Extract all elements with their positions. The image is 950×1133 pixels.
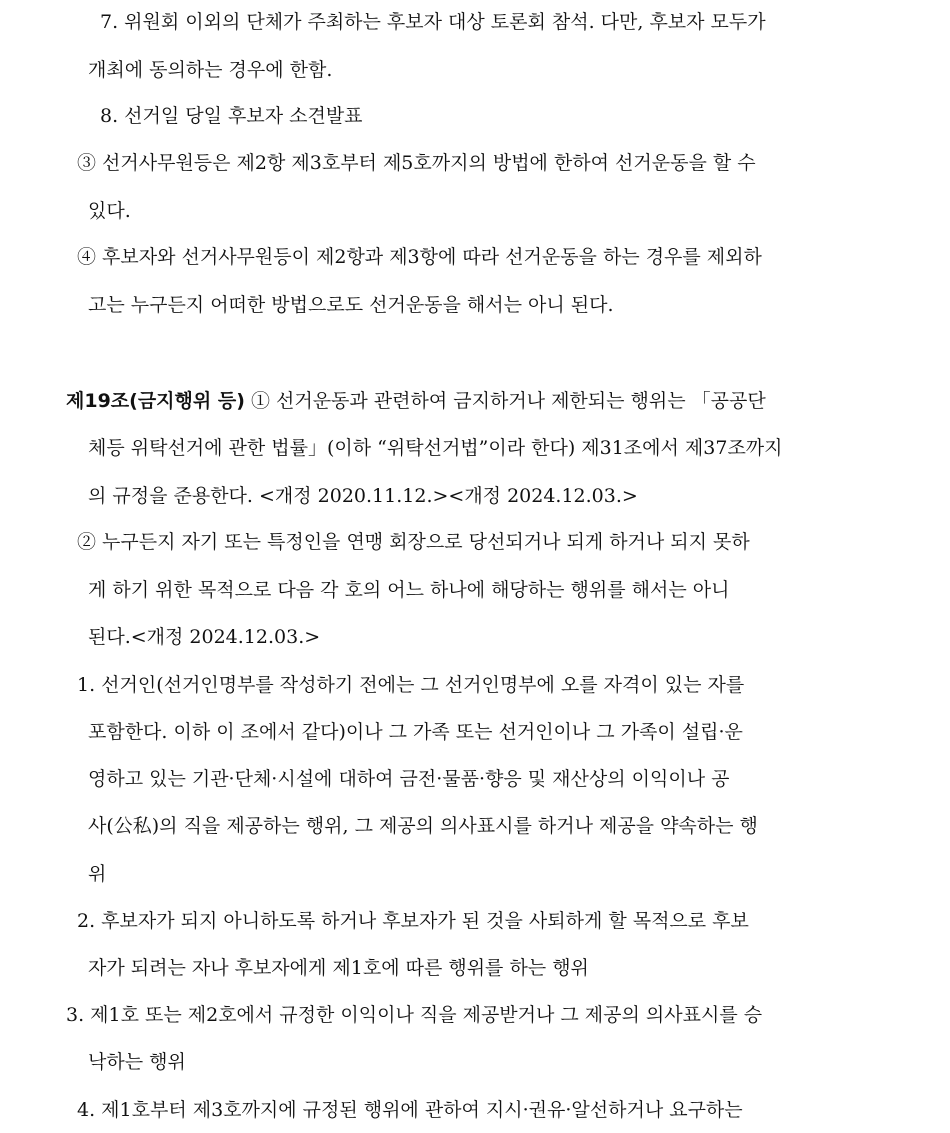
para-2-line-3: 된다.<개정 2024.12.03.> xyxy=(88,626,321,648)
item-7-line-1: 7. 위원회 이외의 단체가 주최하는 후보자 대상 토론회 참석. 다만, 후보자 모두가 xyxy=(100,11,766,33)
sub-1-line-1: 1. 선거인(선거인명부를 작성하기 전에는 그 선거인명부에 오를 자격이 있는 자를 xyxy=(77,674,745,696)
item-7-line-2: 개최에 동의하는 경우에 한함. xyxy=(88,59,333,81)
article-19-line-1 xyxy=(66,389,766,413)
item-8-line-1: 8. 선거일 당일 후보자 소견발표 xyxy=(100,105,363,127)
article-19-line-1-text: ① 선거운동과 관련하여 금지하거나 제한되는 행위는 「공공단 xyxy=(250,390,766,412)
para-4-line-2: 고는 누구든지 어떠한 방법으로도 선거운동을 해서는 아니 된다. xyxy=(88,294,614,316)
sub-3-line-2: 낙하는 행위 xyxy=(88,1051,186,1073)
sub-1-line-5: 위 xyxy=(88,863,107,885)
sub-1-line-4: 사(公私)의 직을 제공하는 행위, 그 제공의 의사표시를 하거나 제공을 약속하는 행 xyxy=(88,815,758,837)
article-19-line-2: 체등 위탁선거에 관한 법률」(이하 “위탁선거법”이라 한다) 제31조에서 제37조까지 xyxy=(88,437,783,459)
para-3-line-1: ③ 선거사무원등은 제2항 제3호부터 제5호까지의 방법에 한하여 선거운동을 할 수 xyxy=(77,152,756,174)
sub-2-line-2: 자가 되려는 자나 후보자에게 제1호에 따른 행위를 하는 행위 xyxy=(88,957,589,979)
para-2-line-1: ② 누구든지 자기 또는 특정인을 연맹 회장으로 당선되거나 되게 하거나 되지 못하 xyxy=(77,531,750,553)
sub-1-line-2: 포함한다. 이하 이 조에서 같다)이나 그 가족 또는 선거인이나 그 가족이 설립·운 xyxy=(88,721,743,743)
article-19-line-3: 의 규정을 준용한다. <개정 2020.11.12.><개정 2024.12.03.> xyxy=(88,485,638,507)
article-19-title: 제19조(금지행위 등) xyxy=(66,390,245,412)
sub-1-line-3: 영하고 있는 기관·단체·시설에 대하여 금전·물품·향응 및 재산상의 이익이나 공 xyxy=(88,768,730,790)
sub-2-line-1: 2. 후보자가 되지 아니하도록 하거나 후보자가 된 것을 사퇴하게 할 목적으로 후보 xyxy=(77,910,749,932)
para-4-line-1: ④ 후보자와 선거사무원등이 제2항과 제3항에 따라 선거운동을 하는 경우를 제외하 xyxy=(77,246,762,268)
sub-4-line-1: 4. 제1호부터 제3호까지에 규정된 행위에 관하여 지시·권유·알선하거나 요구하는 xyxy=(77,1099,743,1121)
para-2-line-2: 게 하기 위한 목적으로 다음 각 호의 어느 하나에 해당하는 행위를 해서는 아니 xyxy=(88,579,730,601)
sub-3-line-1: 3. 제1호 또는 제2호에서 규정한 이익이나 직을 제공받거나 그 제공의 의사표시를 승 xyxy=(66,1004,763,1026)
para-3-line-2: 있다. xyxy=(88,200,131,222)
